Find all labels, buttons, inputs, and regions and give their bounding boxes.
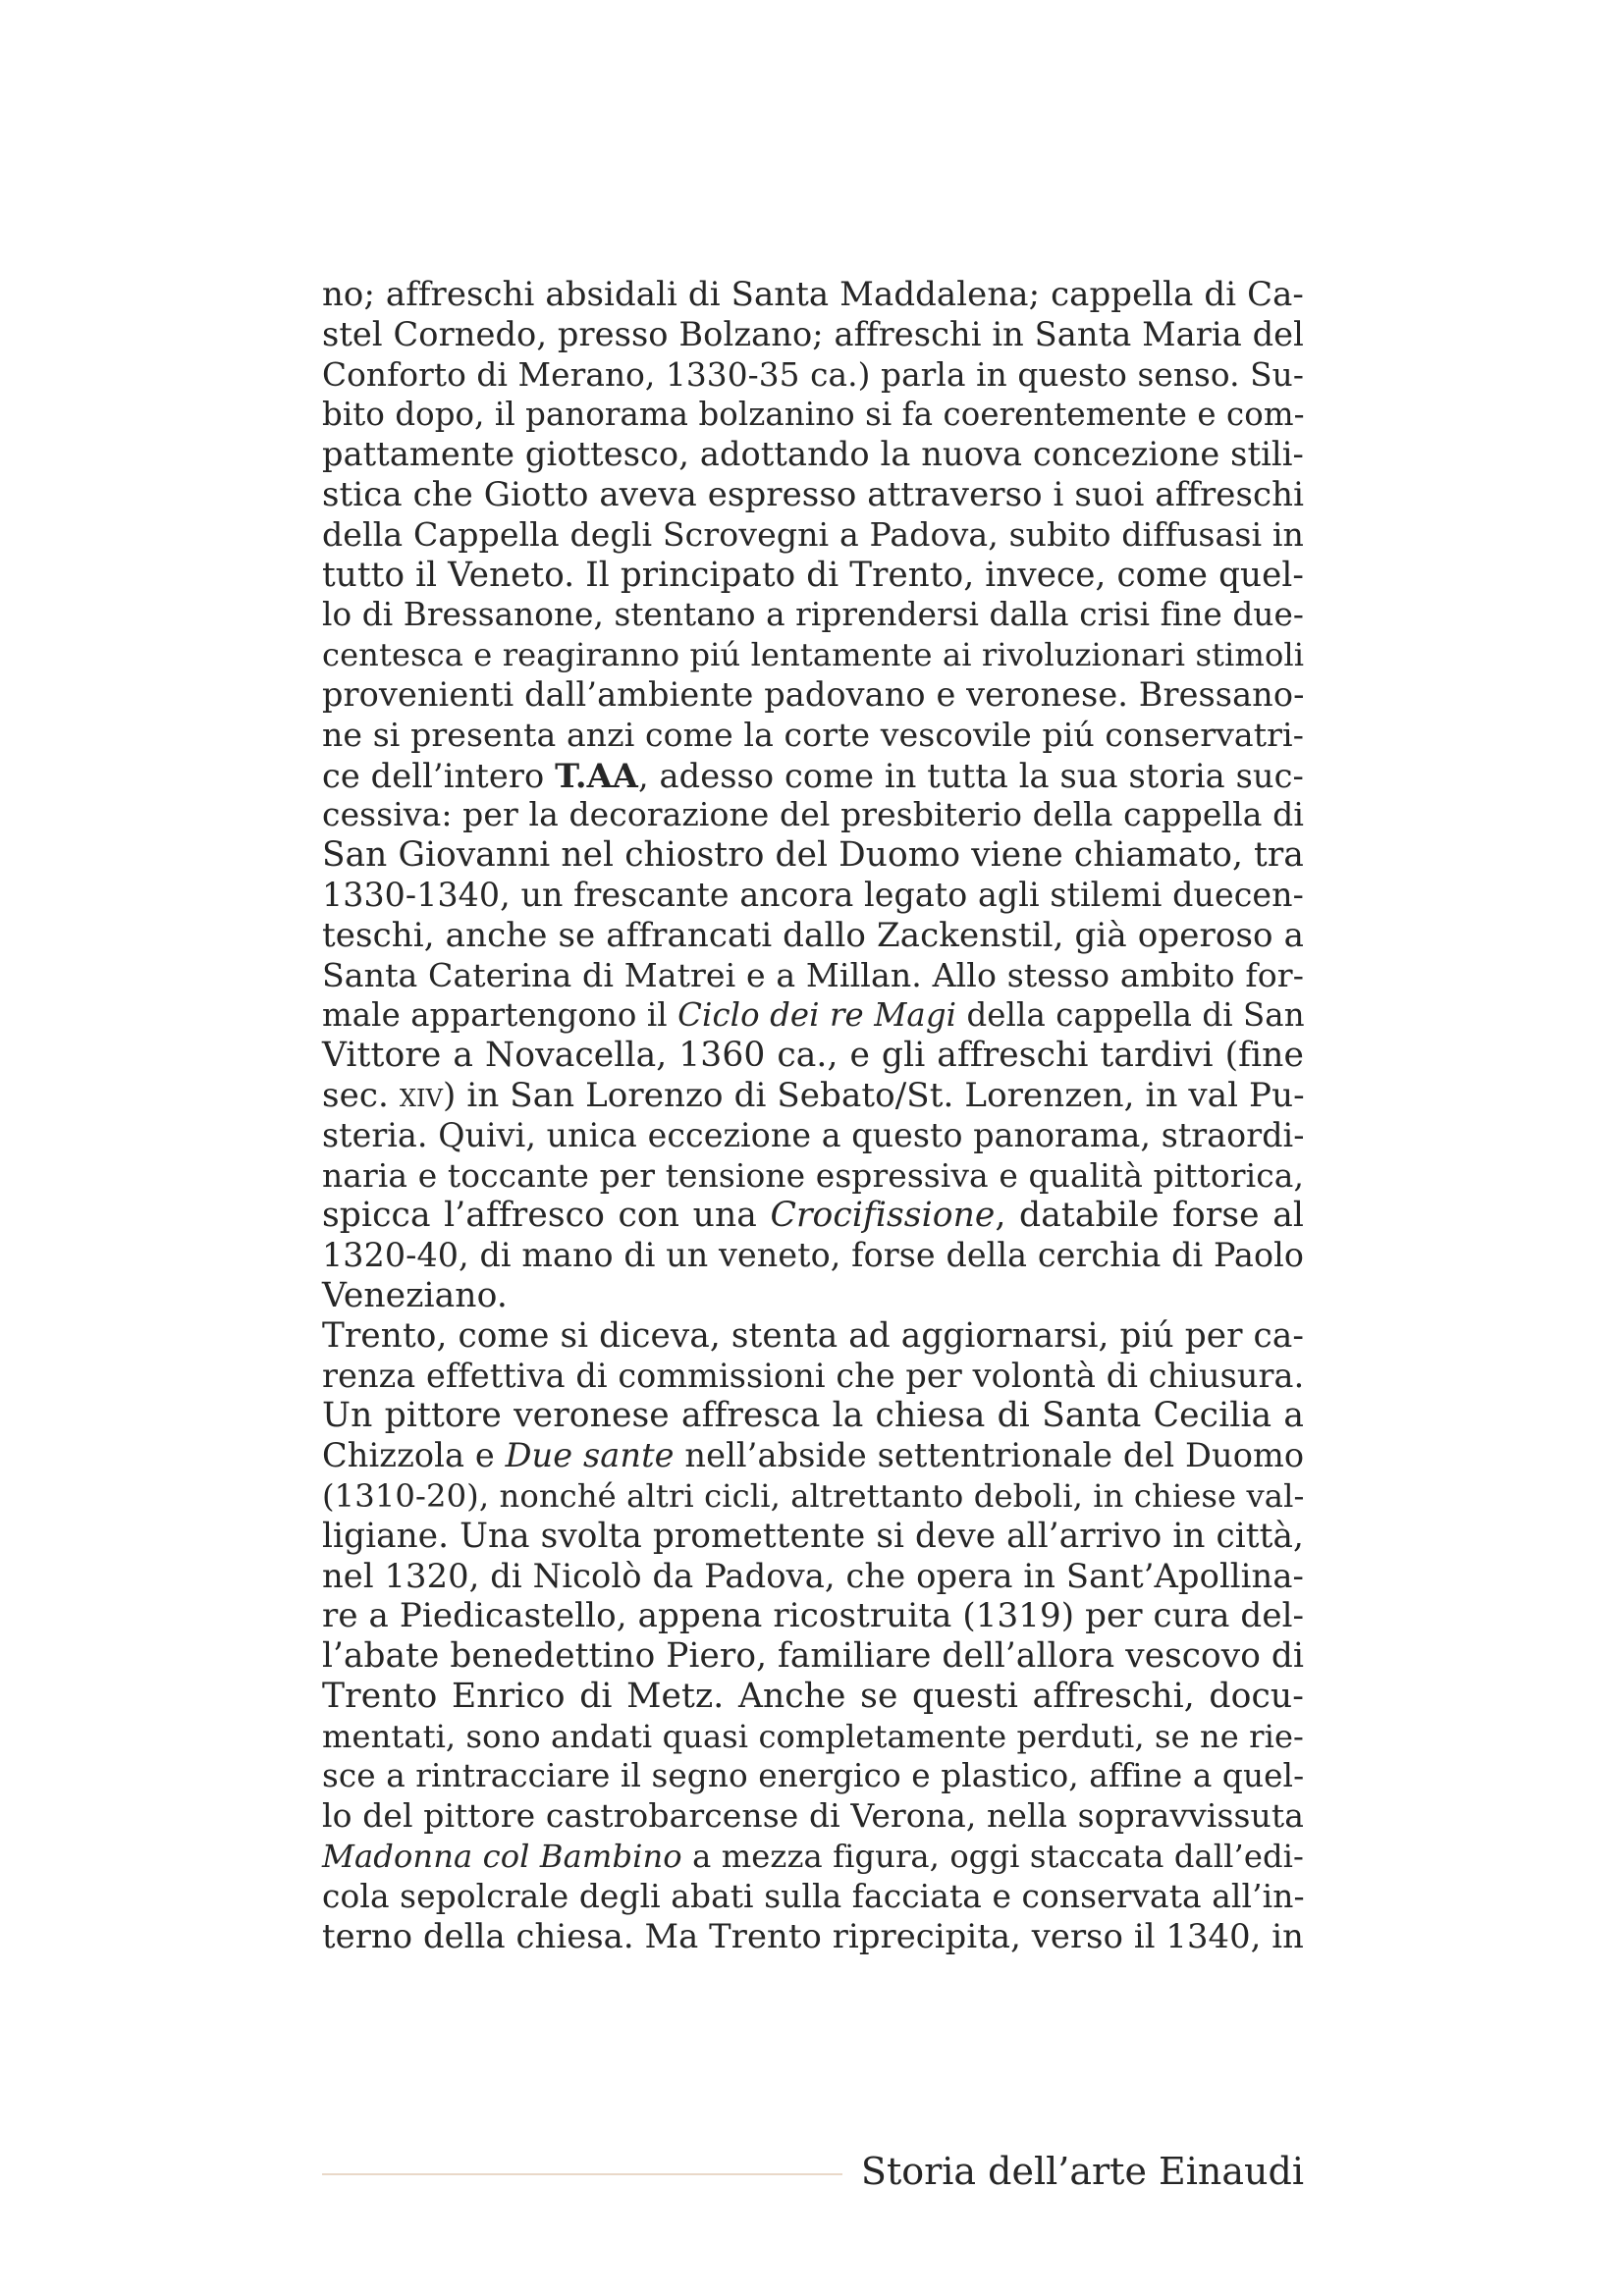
small-caps-numeral: xiv [399,1075,444,1115]
text-run: no; affreschi absidali di Santa Maddalena; cappella di Ca- [322,275,1304,313]
text-line [322,1756,1304,1796]
text-run: sce a rintracciare il segno energico e plastico, affine a quel- [322,1757,1305,1795]
text-run: Trento, come si diceva, stenta ad aggiornarsi, piú per ca- [322,1315,1305,1356]
footer-rule [322,2173,842,2175]
text-line [322,916,1304,956]
text-run: della Cappella degli Scrovegni a Padova, subito diffusasi in [322,514,1304,554]
text-line [322,1557,1304,1597]
text-line [322,1116,1304,1156]
text-line [322,1196,1304,1236]
text-line [322,556,1304,596]
text-line [322,835,1304,876]
text-run: ligiane. Una svolta promettente si deve all’arrivo in città, [322,1516,1304,1556]
text-line [322,1917,1304,1957]
footer-publisher: Storia dell’arte Einaudi [860,2150,1304,2193]
text-run: Un pittore veronese affresca la chiesa di Santa Cecilia a [322,1396,1304,1436]
text-run: steria. Quivi, unica eccezione a questo panorama, straordi- [322,1115,1305,1154]
text-line [322,1316,1304,1357]
text-run: della cappella di San [956,996,1305,1035]
text-line [322,595,1304,635]
text-run: , databile forse al [995,1196,1304,1236]
text-line [322,995,1304,1036]
text-line [322,395,1304,435]
text-run: a mezza figura, oggi staccata dall’edi- [681,1838,1304,1876]
text-line [322,716,1304,756]
italic-title: Crocifissione [770,1196,996,1236]
text-run: (1310-20), nonché altri cicli, altrettanto deboli, in chiese val- [322,1476,1305,1515]
text-line [322,1837,1304,1877]
italic-title: Madonna col Bambino [322,1838,682,1876]
text-run: lo del pittore castrobarcense di Verona, nella sopravvissuta [322,1796,1304,1836]
text-line [322,1796,1304,1837]
text-line [322,1517,1304,1557]
text-run: renza effettiva di commissioni che per volontà di chiusura. [322,1356,1305,1395]
text-run: terno della chiesa. Ma Trento riprecipita, verso il 1340, in [322,1916,1304,1955]
text-line [322,1476,1304,1517]
text-run: sec. [322,1075,400,1115]
text-run: l’abate benedettino Piero, familiare dell’allora vescovo di [322,1636,1304,1677]
text-line [322,795,1304,835]
text-run: San Giovanni nel chiostro del Duomo viene chiamato, tra [322,835,1304,876]
text-line [322,1156,1304,1197]
text-run: Chizzola e [322,1436,506,1475]
text-line [322,435,1304,475]
text-line [322,275,1304,315]
text-line [322,1357,1304,1397]
text-line [322,1036,1304,1076]
text-line [322,1076,1304,1116]
text-run: nell’abside settentrionale del Duomo [674,1436,1305,1475]
bold-abbrev: T.AA [555,755,638,795]
text-run: nel 1320, di Nicolò da Padova, che opera in Sant’Apollina- [322,1556,1304,1595]
text-line [322,1636,1304,1677]
text-run: centesca e reagiranno piú lentamente ai rivoluzionari stimoli [322,636,1305,674]
text-run: lo di Bressanone, stentano a riprendersi dalla crisi fine due- [322,596,1304,634]
text-line [322,1396,1304,1436]
text-run: stel Cornedo, presso Bolzano; affreschi in Santa Maria del [322,314,1304,353]
text-run: teschi, anche se affrancati dallo Zackenstil, già operoso a [322,915,1304,955]
italic-title: Due sante [505,1436,675,1475]
text-run: tutto il Veneto. Il principato di Trento, invece, come quel- [322,555,1304,595]
text-run: stica che Giotto aveva espresso attraverso i suoi affreschi [322,474,1305,514]
text-line [322,956,1304,996]
text-run: 1330-1340, un frescante ancora legato agli stilemi duecen- [322,875,1304,914]
text-line [322,1276,1304,1316]
text-line [322,756,1304,796]
text-line [322,515,1304,556]
text-line [322,355,1304,396]
text-run: cola sepolcrale degli abati sulla facciata e conservata all’in- [322,1877,1305,1915]
text-line [322,315,1304,355]
text-run: , adesso come in tutta la sua storia suc- [637,756,1304,795]
text-run: Santa Caterina di Matrei e a Millan. Allo stesso ambito for- [322,955,1304,994]
text-line [322,1436,1304,1476]
text-line [322,1677,1304,1717]
text-line [322,1877,1304,1917]
text-run: ) in San Lorenzo di Sebato/St. Lorenzen, in val Pu- [443,1075,1305,1115]
text-line [322,876,1304,916]
text-run: male appartengono il [322,996,678,1035]
text-run: 1320-40, di mano di un veneto, forse della cerchia di Paolo [322,1236,1304,1275]
text-line [322,475,1304,515]
text-run: pattamente giottesco, adottando la nuova concezione stili- [322,435,1304,474]
text-run: mentati, sono andati quasi completamente perduti, se ne rie- [322,1717,1304,1755]
text-line [322,1596,1304,1636]
text-run: naria e toccante per tensione espressiva e qualità pittorica, [322,1155,1304,1195]
text-run: Conforto di Merano, 1330-35 ca.) parla in questo senso. Su- [322,355,1304,394]
text-run: ce dell’intero [322,756,556,795]
text-run: bito dopo, il panorama bolzanino si fa coerentemente e com- [322,396,1305,434]
text-run: provenienti dall’ambiente padovano e veronese. Bressano- [322,674,1305,714]
text-run: Veneziano. [322,1275,508,1315]
text-run: re a Piedicastello, appena ricostruita (1319) per cura del- [322,1596,1305,1636]
text-line [322,635,1304,675]
text-line [322,1236,1304,1276]
italic-title: Ciclo dei re Magi [677,996,957,1035]
body-text [322,275,1304,1956]
text-line [322,1717,1304,1757]
text-run: Trento Enrico di Metz. Anche se questi affreschi, docu- [322,1676,1304,1716]
text-run: Vittore a Novacella, 1360 ca., e gli affreschi tardivi (fine [322,1036,1304,1076]
text-line [322,675,1304,716]
text-run: cessiva: per la decorazione del presbiterio della cappella di [322,795,1304,834]
text-run: ne si presenta anzi come la corte vescovile piú conservatri- [322,715,1304,754]
text-run: spicca l’affresco con una [322,1196,771,1236]
